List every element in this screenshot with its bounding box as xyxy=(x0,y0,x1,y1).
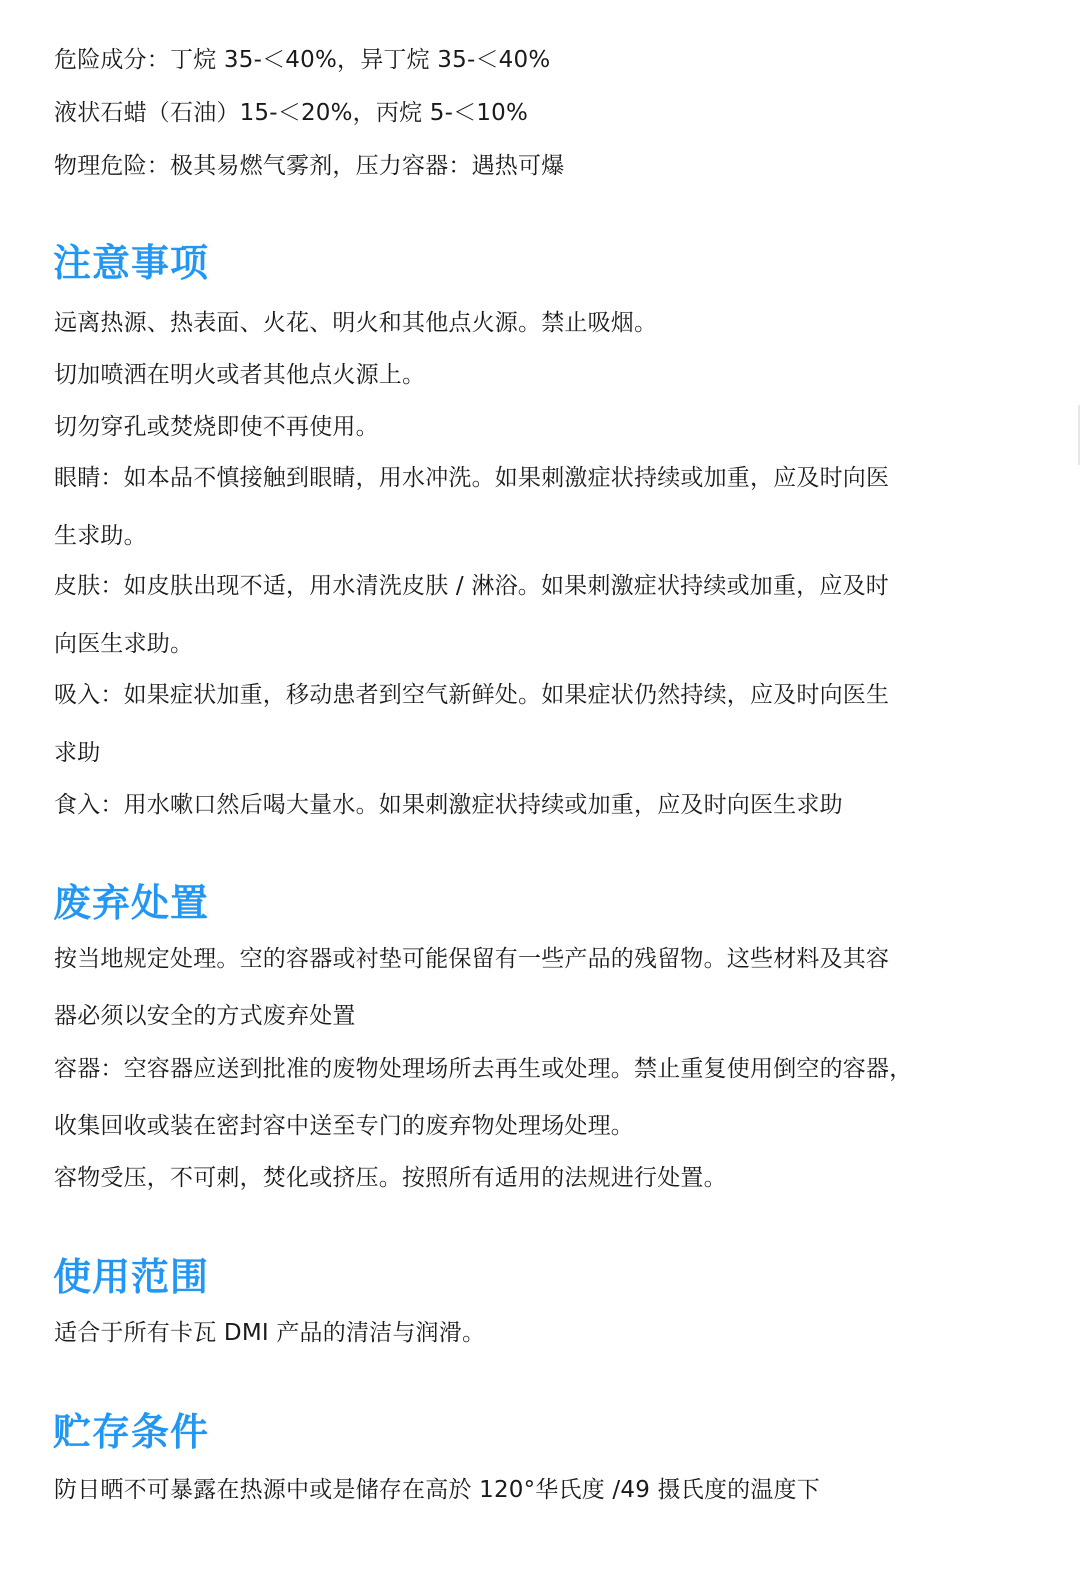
precautions-line: 向医生求助。 xyxy=(54,631,194,657)
physical-hazard-line: 物理危险：极其易燃气雾剂，压力容器：遇热可爆 xyxy=(54,153,565,179)
usage-heading: 使用范围 xyxy=(53,1255,210,1299)
usage-line: 适合于所有卡瓦 DMI 产品的清洁与润滑。 xyxy=(54,1320,486,1346)
disposal-line: 按当地规定处理。空的容器或衬垫可能保留有一些产品的残留物。这些材料及其容 xyxy=(54,946,890,972)
precautions-heading: 注意事项 xyxy=(53,241,210,285)
hazard-ingredients-line-1: 危险成分：丁烷 35-＜40%，异丁烷 35-＜40% xyxy=(54,47,551,73)
precautions-line: 切勿穿孔或焚烧即使不再使用。 xyxy=(54,414,379,440)
precautions-line: 吸入：如果症状加重，移动患者到空气新鲜处。如果症状仍然持续，应及时向医生 xyxy=(54,682,890,708)
precautions-line: 生求助。 xyxy=(54,523,147,549)
storage-heading: 贮存条件 xyxy=(53,1410,210,1454)
disposal-line: 器必须以安全的方式废弃处置 xyxy=(54,1003,356,1029)
precautions-line: 切加喷洒在明火或者其他点火源上。 xyxy=(54,362,426,388)
storage-line: 防日晒不可暴露在热源中或是储存在高於 120°华氏度 /49 摄氏度的温度下 xyxy=(54,1477,820,1503)
disposal-heading: 废弃处置 xyxy=(53,881,210,925)
precautions-line: 食入：用水嗽口然后喝大量水。如果刺激症状持续或加重，应及时向医生求助 xyxy=(54,792,843,818)
precautions-line: 求助 xyxy=(54,740,101,766)
hazard-ingredients-line-2: 液状石蜡（石油）15-＜20%，丙烷 5-＜10% xyxy=(54,100,529,126)
precautions-line: 眼睛：如本品不慎接触到眼睛，用水冲洗。如果刺激症状持续或加重，应及时向医 xyxy=(54,465,890,491)
precautions-line: 远离热源、热表面、火花、明火和其他点火源。禁止吸烟。 xyxy=(54,310,658,336)
disposal-line: 容器：空容器应送到批准的废物处理场所去再生或处理。禁止重复使用倒空的容器， xyxy=(54,1056,913,1082)
disposal-line: 收集回收或装在密封容中送至专门的废弃物处理场处理。 xyxy=(54,1113,634,1139)
precautions-line: 皮肤：如皮肤出现不适，用水清洗皮肤 / 淋浴。如果刺激症状持续或加重，应及时 xyxy=(54,573,889,599)
disposal-line: 容物受压，不可刺，焚化或挤压。按照所有适用的法规进行处置。 xyxy=(54,1165,727,1191)
